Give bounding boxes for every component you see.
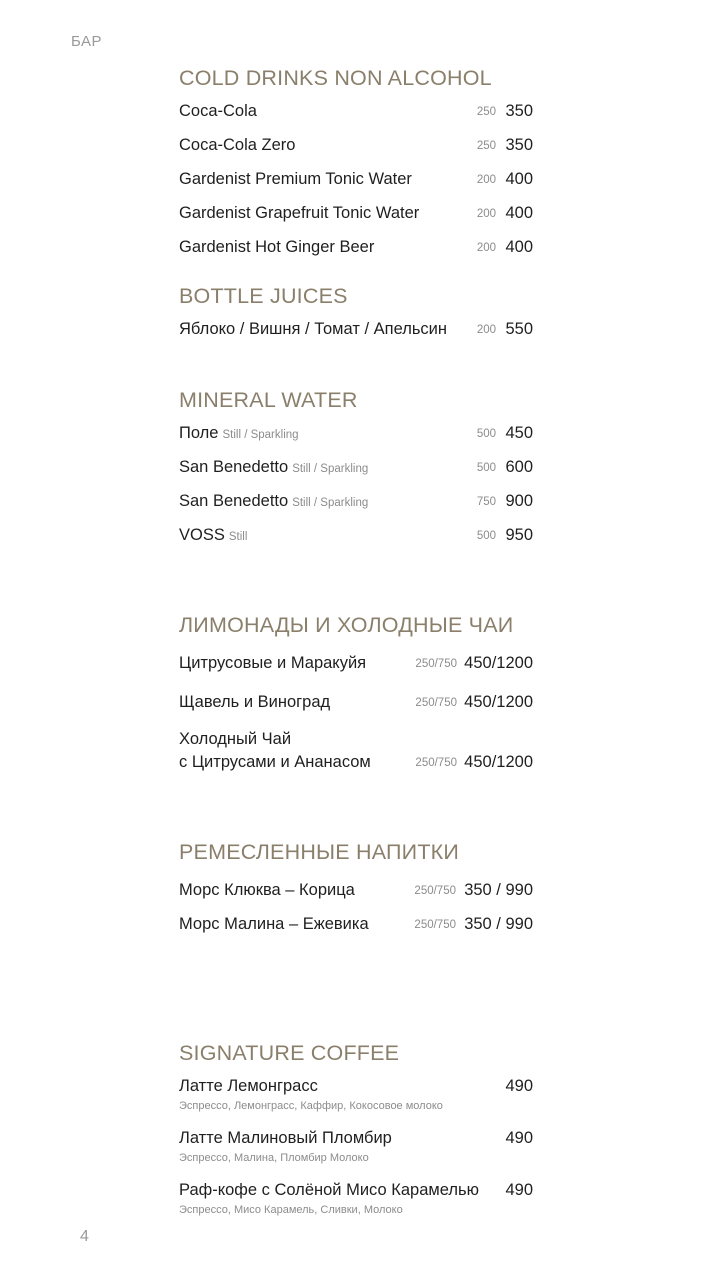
item-volume: 250/750: [415, 697, 457, 709]
item-name: Цитрусовые и Маракуйя: [179, 654, 367, 672]
item-price: 350: [505, 136, 533, 154]
item-note: Still: [228, 531, 248, 543]
menu-item: [179, 1077, 533, 1099]
item-volume: 500: [476, 462, 496, 474]
item-price: 400: [505, 238, 533, 256]
menu-item: [179, 1181, 533, 1203]
menu-item: [179, 320, 533, 342]
item-name: Яблоко / Вишня / Томат / Апельсин: [179, 320, 448, 338]
item-description: Эспрессо, Малина, Пломбир Молоко: [179, 1152, 369, 1164]
item-name: Gardenist Hot Ginger Beer: [179, 238, 375, 256]
item-price: 900: [505, 492, 533, 510]
item-name: с Цитрусами и Ананасом: [179, 753, 371, 771]
item-volume: 500: [476, 428, 496, 440]
item-price: 950: [505, 526, 533, 544]
item-name-line1: Холодный Чай: [179, 730, 292, 748]
item-name: Coca-Cola: [179, 102, 257, 120]
item-volume: 250/750: [414, 919, 456, 931]
menu-item: [179, 915, 533, 937]
item-price: 490: [505, 1129, 533, 1147]
menu-item: [179, 102, 533, 124]
item-volume: 200: [476, 324, 496, 336]
item-price: 490: [505, 1077, 533, 1095]
item-name: Раф-кофе с Солёной Мисо Карамелью: [179, 1181, 479, 1199]
menu-item: [179, 526, 533, 548]
page-number: 4: [80, 1228, 89, 1245]
item-description: Эспрессо, Лемонграсс, Каффир, Кокосовое молоко: [179, 1100, 443, 1112]
item-volume: 250/750: [415, 757, 457, 769]
item-name: Coca-Cola Zero: [179, 136, 296, 154]
item-price: 600: [505, 458, 533, 476]
signature-coffee-title: SIGNATURE COFFEE: [179, 1041, 400, 1065]
item-note: Still / Sparkling: [292, 463, 369, 475]
item-price: 350 / 990: [464, 915, 533, 933]
menu-item: [179, 693, 533, 715]
item-volume: 250: [476, 140, 496, 152]
menu-item: [179, 881, 533, 903]
item-volume: 200: [476, 208, 496, 220]
menu-item: [179, 1129, 533, 1151]
item-volume: 750: [476, 496, 496, 508]
menu-item: [179, 170, 533, 192]
item-name: [179, 492, 368, 511]
item-name: Морс Клюква – Корица: [179, 881, 355, 899]
craft-drinks-title: РЕМЕСЛЕННЫЕ НАПИТКИ: [179, 840, 460, 864]
item-name: Латте Малиновый Пломбир: [179, 1129, 392, 1147]
item-name: Gardenist Grapefruit Tonic Water: [179, 204, 420, 222]
item-name-text: Поле: [179, 424, 219, 442]
item-price: 400: [505, 170, 533, 188]
item-name: [179, 526, 247, 545]
item-price: 350 / 990: [464, 881, 533, 899]
item-name-text: San Benedetto: [179, 458, 289, 476]
item-note: Still / Sparkling: [292, 497, 369, 509]
item-price: 400: [505, 204, 533, 222]
menu-item: [179, 458, 533, 480]
item-volume: 200: [476, 242, 496, 254]
cold-drinks-title: COLD DRINKS NON ALCOHOL: [179, 66, 492, 90]
item-volume: 250/750: [414, 885, 456, 897]
menu-item: [179, 424, 533, 446]
item-name: Щавель и Виноград: [179, 693, 331, 711]
item-price: 350: [505, 102, 533, 120]
item-price: 490: [505, 1181, 533, 1199]
item-volume: 500: [476, 530, 496, 542]
menu-item: [179, 492, 533, 514]
menu-item: [179, 204, 533, 226]
menu-item: [179, 238, 533, 260]
section-label: БАР: [71, 33, 103, 50]
item-volume: 250: [476, 106, 496, 118]
item-name-text: VOSS: [179, 526, 225, 544]
menu-item: [179, 753, 533, 775]
item-note: Still / Sparkling: [222, 429, 299, 441]
item-name-text: San Benedetto: [179, 492, 289, 510]
item-name: Латте Лемонграсс: [179, 1077, 318, 1095]
item-name: Морс Малина – Ежевика: [179, 915, 369, 933]
item-price: 450: [505, 424, 533, 442]
item-name: Gardenist Premium Tonic Water: [179, 170, 412, 188]
item-name: [179, 424, 299, 443]
item-description: Эспрессо, Мисо Карамель, Сливки, Молоко: [179, 1204, 403, 1216]
item-price: 550: [505, 320, 533, 338]
menu-item: [179, 654, 533, 676]
menu-item: [179, 136, 533, 158]
item-volume: 200: [476, 174, 496, 186]
item-volume: 250/750: [415, 658, 457, 670]
item-price: 450/1200: [464, 753, 533, 771]
mineral-water-title: MINERAL WATER: [179, 388, 358, 412]
item-price: 450/1200: [464, 693, 533, 711]
bottle-juices-title: BOTTLE JUICES: [179, 284, 348, 308]
item-price: 450/1200: [464, 654, 533, 672]
lemonades-title: ЛИМОНАДЫ И ХОЛОДНЫЕ ЧАИ: [179, 613, 514, 637]
item-name: [179, 458, 368, 477]
